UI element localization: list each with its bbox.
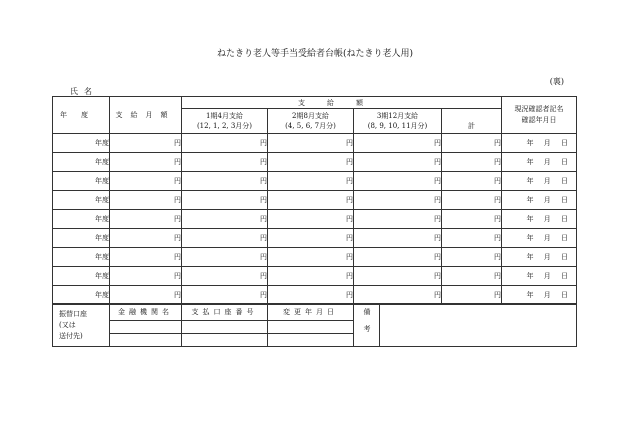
period2-cell[interactable]: 円 — [268, 286, 354, 305]
monthly-cell[interactable]: 円 — [110, 191, 182, 210]
table-row — [53, 191, 577, 210]
change-date-field[interactable] — [268, 321, 354, 334]
period3-header — [354, 109, 442, 134]
account-number-field[interactable] — [182, 321, 268, 334]
total-cell[interactable]: 円 — [442, 210, 502, 229]
period3-label: 3期12月支給 — [376, 112, 419, 120]
transfer-account-line3: 送付先) — [59, 331, 83, 340]
table-row — [53, 210, 577, 229]
monthly-cell[interactable]: 円 — [110, 286, 182, 305]
name-label: 氏名 — [70, 87, 98, 96]
period2-cell[interactable]: 円 — [268, 134, 354, 153]
total-cell[interactable]: 円 — [442, 229, 502, 248]
period2-months: (4, 5, 6, 7月分) — [285, 122, 336, 130]
total-cell[interactable]: 円 — [442, 134, 502, 153]
year-cell[interactable]: 年度 — [53, 286, 110, 305]
change-date-field[interactable] — [268, 334, 354, 347]
date-cell[interactable]: 年 月 日 — [502, 210, 577, 229]
period1-months: (12, 1, 2, 3月分) — [196, 122, 253, 130]
period3-cell[interactable]: 円 — [354, 229, 442, 248]
period3-cell[interactable]: 円 — [354, 286, 442, 305]
period3-cell[interactable]: 円 — [354, 191, 442, 210]
date-cell[interactable]: 年 月 日 — [502, 153, 577, 172]
transfer-account-line1: 振替口座 — [59, 309, 87, 318]
period1-cell[interactable]: 円 — [182, 153, 268, 172]
period1-cell[interactable]: 円 — [182, 191, 268, 210]
remarks-field[interactable] — [380, 304, 577, 347]
period1-label: 1期4月支給 — [206, 112, 243, 120]
period2-label: 2期8月支給 — [292, 112, 329, 120]
monthly-cell[interactable]: 円 — [110, 267, 182, 286]
account-number-field[interactable] — [182, 334, 268, 347]
period1-cell[interactable]: 円 — [182, 134, 268, 153]
date-cell[interactable]: 年 月 日 — [502, 172, 577, 191]
total-cell[interactable]: 円 — [442, 172, 502, 191]
period3-cell[interactable]: 円 — [354, 153, 442, 172]
year-cell[interactable]: 年度 — [53, 210, 110, 229]
confirm-date-label: 確認年月日 — [521, 116, 557, 124]
payment-ledger-table — [52, 96, 577, 305]
period2-cell[interactable]: 円 — [268, 229, 354, 248]
monthly-amount-header: 支給月額 — [110, 97, 182, 134]
table-row — [53, 248, 577, 267]
period1-cell[interactable]: 円 — [182, 248, 268, 267]
monthly-cell[interactable]: 円 — [110, 153, 182, 172]
year-cell[interactable]: 年度 — [53, 172, 110, 191]
period3-cell[interactable]: 円 — [354, 210, 442, 229]
table-row — [53, 267, 577, 286]
table-row — [53, 153, 577, 172]
period2-header — [268, 109, 354, 134]
total-cell[interactable]: 円 — [442, 248, 502, 267]
total-cell[interactable]: 円 — [442, 153, 502, 172]
payment-amount-header: 支給額 — [182, 97, 502, 109]
period3-cell[interactable]: 円 — [354, 248, 442, 267]
period3-cell[interactable]: 円 — [354, 134, 442, 153]
institution-field[interactable] — [110, 321, 182, 334]
period3-months: (8, 9, 10, 11月分) — [367, 122, 428, 130]
remarks-text: 備考 — [363, 308, 371, 342]
monthly-cell[interactable]: 円 — [110, 172, 182, 191]
table-row — [53, 229, 577, 248]
total-cell[interactable]: 円 — [442, 267, 502, 286]
year-cell[interactable]: 年度 — [53, 134, 110, 153]
date-cell[interactable]: 年 月 日 — [502, 267, 577, 286]
period1-cell[interactable]: 円 — [182, 267, 268, 286]
total-header: 計 — [442, 109, 502, 134]
period1-cell[interactable]: 円 — [182, 286, 268, 305]
period2-cell[interactable]: 円 — [268, 267, 354, 286]
monthly-cell[interactable]: 円 — [110, 210, 182, 229]
period1-header — [182, 109, 268, 134]
remarks-label — [354, 304, 380, 347]
confirmation-header — [502, 97, 577, 134]
period3-cell[interactable]: 円 — [354, 267, 442, 286]
period2-cell[interactable]: 円 — [268, 153, 354, 172]
transfer-account-line2: (又は — [59, 320, 76, 329]
period1-cell[interactable]: 円 — [182, 172, 268, 191]
period2-cell[interactable]: 円 — [268, 172, 354, 191]
monthly-cell[interactable]: 円 — [110, 229, 182, 248]
year-cell[interactable]: 年度 — [53, 191, 110, 210]
monthly-cell[interactable]: 円 — [110, 248, 182, 267]
period1-cell[interactable]: 円 — [182, 229, 268, 248]
date-cell[interactable]: 年 月 日 — [502, 248, 577, 267]
table-row — [53, 286, 577, 305]
date-cell[interactable]: 年 月 日 — [502, 286, 577, 305]
period3-cell[interactable]: 円 — [354, 172, 442, 191]
date-cell[interactable]: 年 月 日 — [502, 229, 577, 248]
year-cell[interactable]: 年度 — [53, 267, 110, 286]
date-cell[interactable]: 年 月 日 — [502, 191, 577, 210]
table-row — [53, 172, 577, 191]
year-cell[interactable]: 年度 — [53, 248, 110, 267]
monthly-cell[interactable]: 円 — [110, 134, 182, 153]
header-row — [53, 97, 577, 109]
period2-cell[interactable]: 円 — [268, 191, 354, 210]
table-row — [53, 134, 577, 153]
institution-field[interactable] — [110, 334, 182, 347]
document-title: ねたきり老人等手当受給者台帳(ねたきり老人用) — [216, 49, 414, 59]
date-cell[interactable]: 年 月 日 — [502, 134, 577, 153]
period2-cell[interactable]: 円 — [268, 248, 354, 267]
total-cell[interactable]: 円 — [442, 286, 502, 305]
year-header: 年度 — [53, 97, 110, 134]
institution-header: 金融機関名 — [110, 304, 182, 321]
period1-cell[interactable]: 円 — [182, 210, 268, 229]
reverse-side-mark: (裏) — [549, 77, 564, 86]
transfer-account-label — [53, 304, 110, 347]
year-cell[interactable]: 年度 — [53, 229, 110, 248]
period2-cell[interactable]: 円 — [268, 210, 354, 229]
year-cell[interactable]: 年度 — [53, 153, 110, 172]
account-number-header: 支払口座番号 — [182, 304, 268, 321]
confirmer-label: 現況確認者記名 — [514, 105, 564, 113]
change-date-header: 変更年月日 — [268, 304, 354, 321]
bank-account-table — [52, 303, 577, 347]
total-cell[interactable]: 円 — [442, 191, 502, 210]
